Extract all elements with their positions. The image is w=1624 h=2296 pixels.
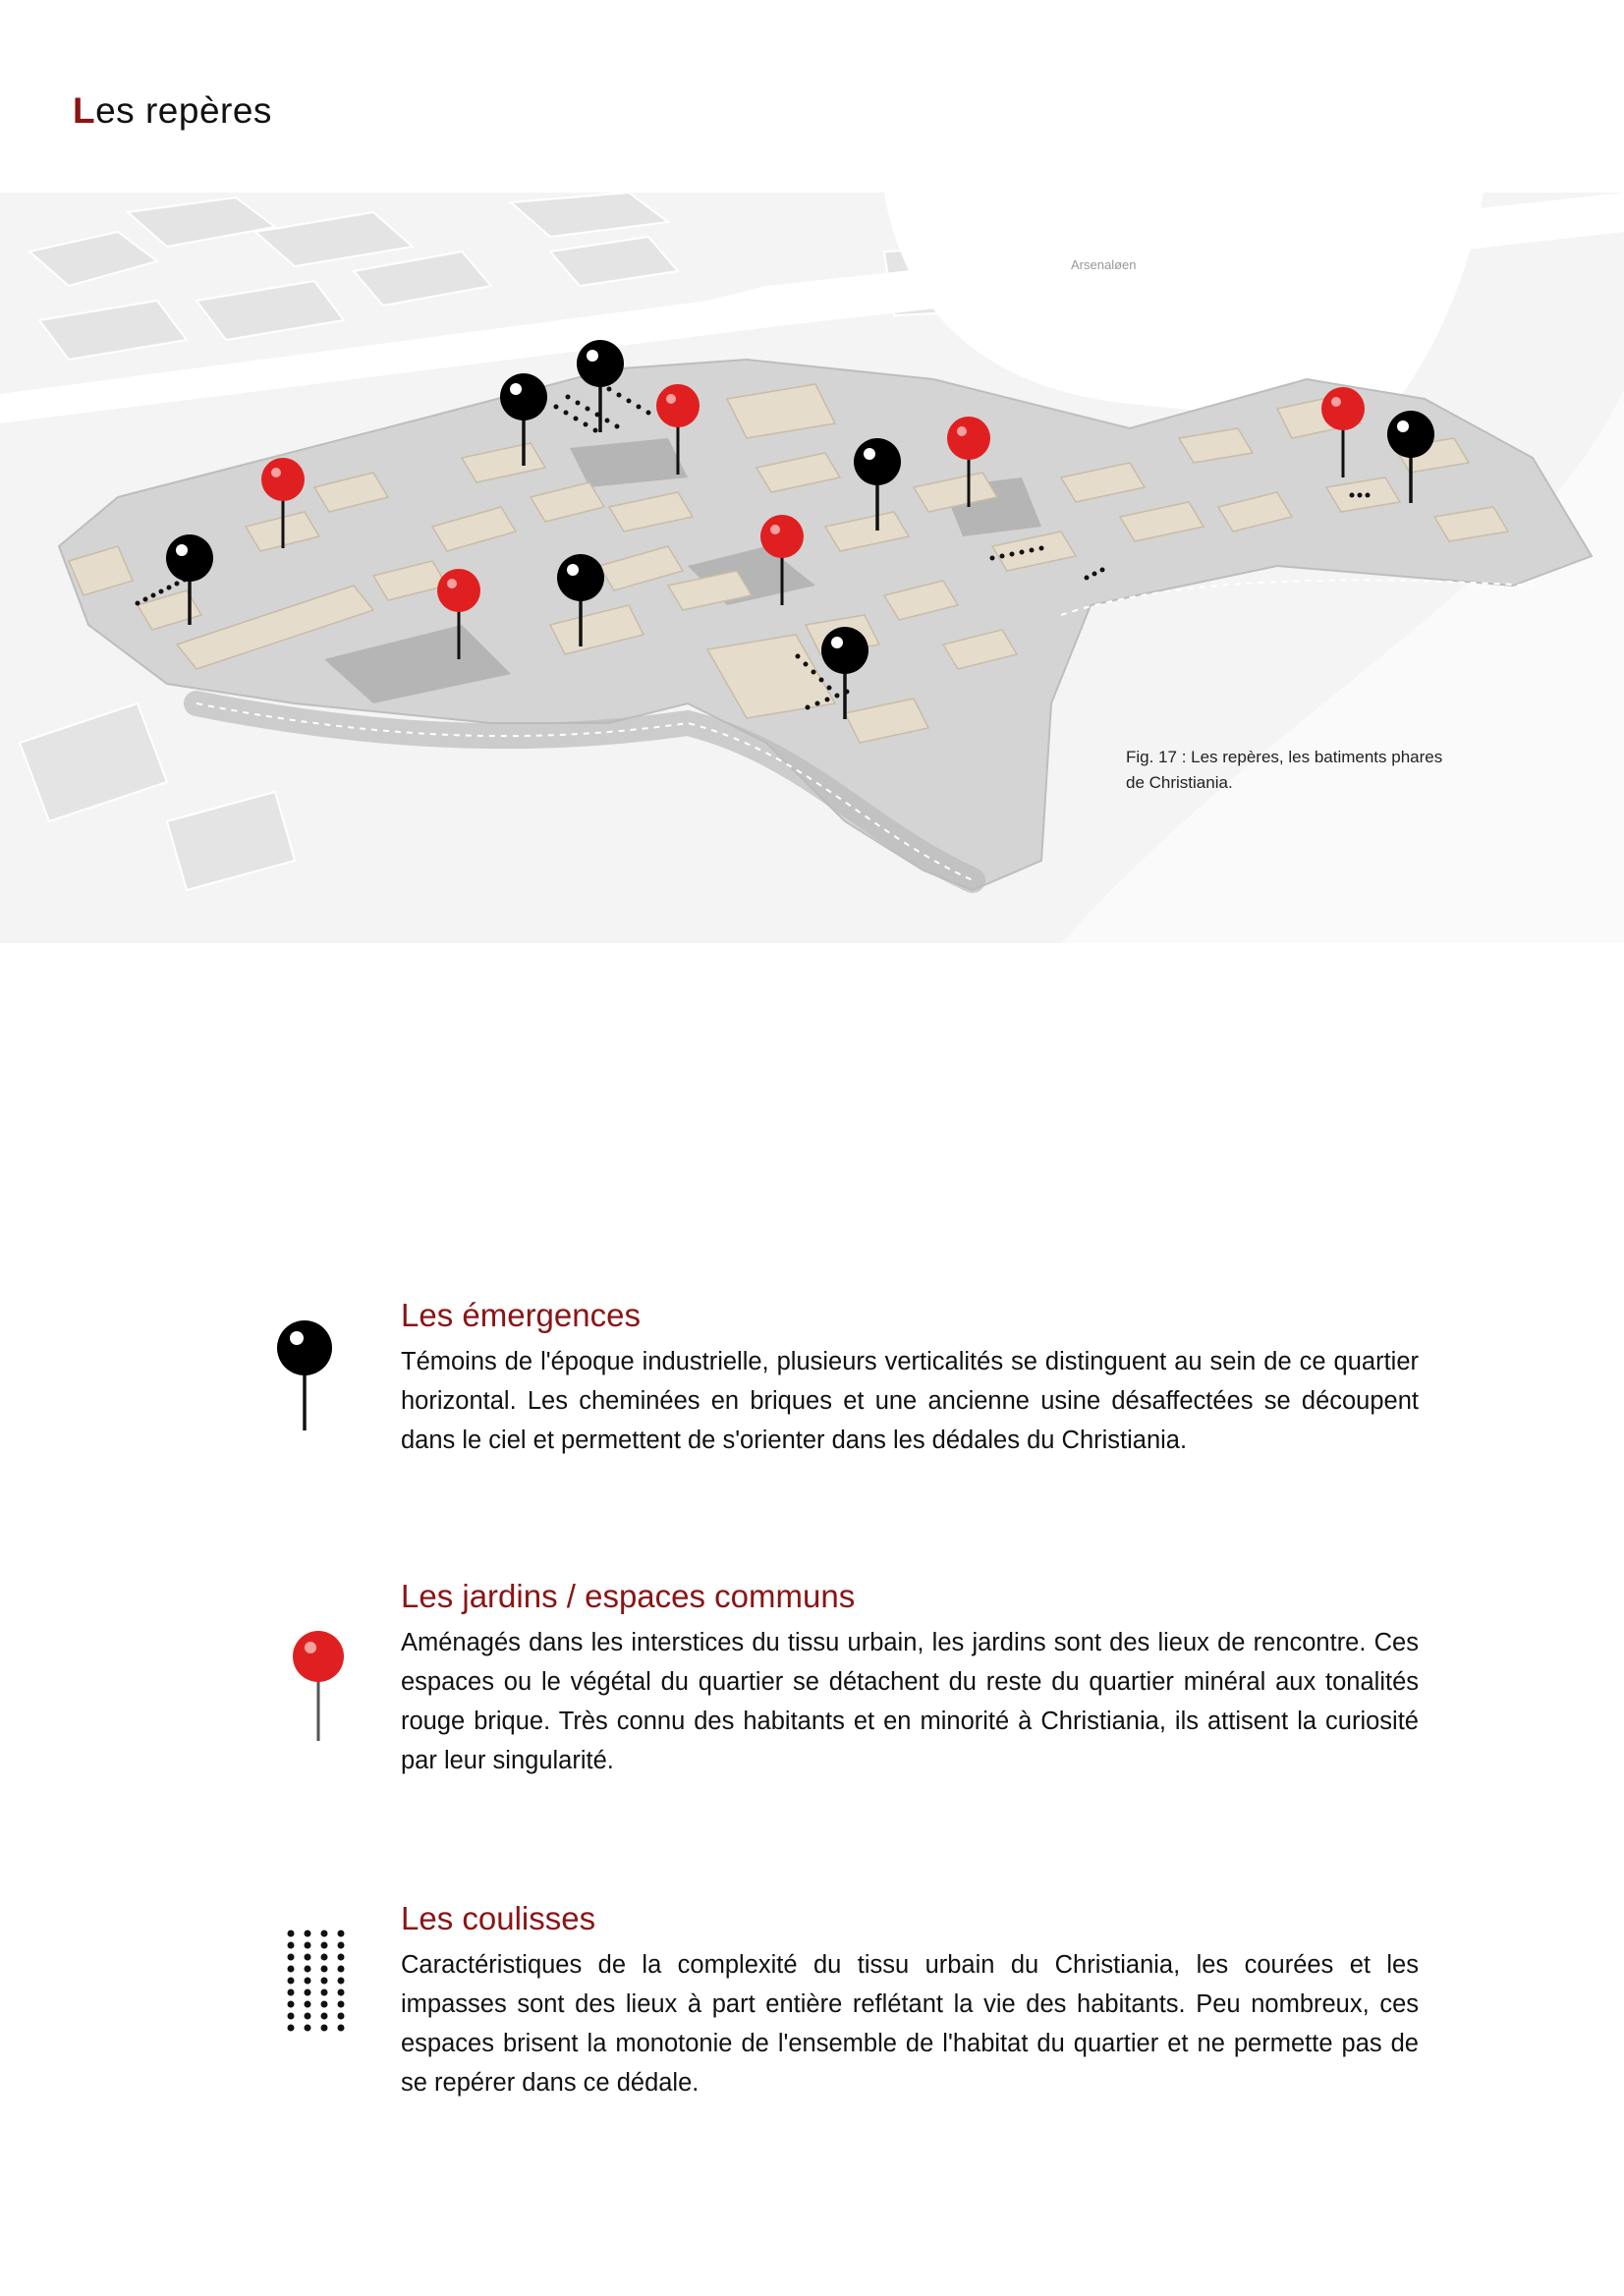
map-street-label: Arsenaløen <box>1071 257 1137 272</box>
legend-coulisses <box>401 1900 1419 2102</box>
christiania-map <box>0 193 1624 943</box>
figure-caption: Fig. 17 : Les repères, les batiments phares de Christiania. <box>1126 748 1443 792</box>
legend-text: Aménagés dans les interstices du tissu urbain, les jardins sont des lieux de rencontre. Ces espaces ou le végétal du quartier se détachent du reste du quartier minéral aux tonalités rouge brique. Très connu des habitants et en minorité à Christiania, ils attisent la curiosité par leur singularité. <box>401 1629 1419 1774</box>
map-illustration <box>0 193 1624 943</box>
legend-title: Les jardins / espaces communs <box>401 1578 856 1614</box>
black-pin-icon <box>275 1316 334 1439</box>
legend-title: Les coulisses <box>401 1900 596 1936</box>
page-title <box>73 90 272 132</box>
legend-title: Les émergences <box>401 1297 641 1333</box>
red-pin-icon <box>291 1627 346 1750</box>
legend-emergences <box>401 1297 1419 1460</box>
legend-text: Témoins de l'époque industrielle, plusieurs verticalités se distinguent au sein de ce quartier horizontal. Les cheminées en briques et une ancienne usine désaffectées se découpent dans le ciel et permettent de s'orienter dans les dédales du Christiania. <box>401 1348 1419 1454</box>
dotted-grid-icon <box>285 1928 348 2041</box>
page-title-rest: es repères <box>95 90 272 131</box>
legend-jardins <box>401 1578 1419 1780</box>
legend-text: Caractéristiques de la complexité du tissu urbain du Christiania, les courées et les impasses sont des lieux à part entière reflétant la vie des habitants. Peu nombreux, ces espaces brisent la monotonie de l'ensemble de l'habitat du quartier et ne permette pas de se repérer dans ce dédale. <box>401 1951 1419 2097</box>
page-title-initial: L <box>73 90 96 131</box>
